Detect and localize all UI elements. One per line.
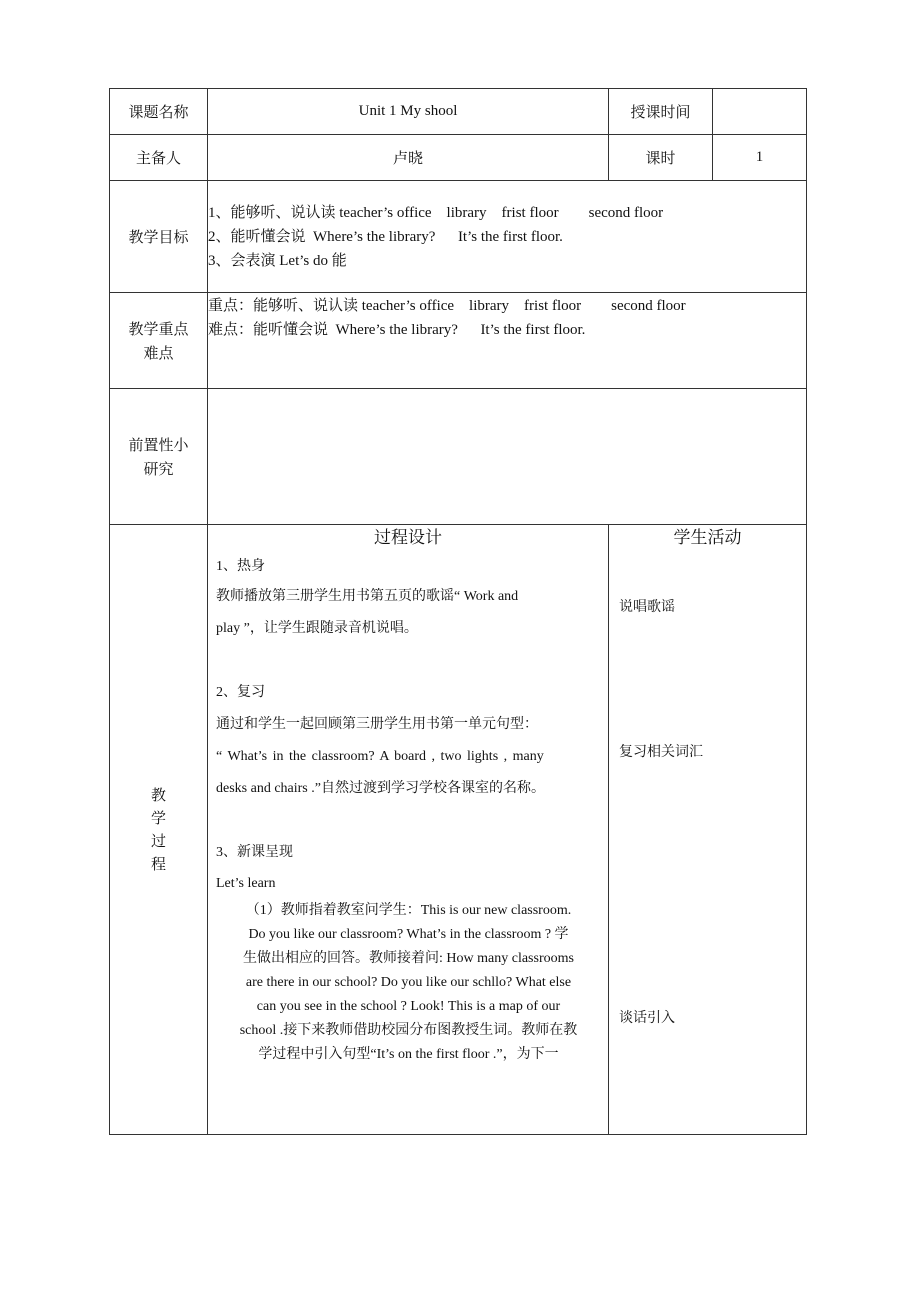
objective-line: 2、能听懂会说 Where’s the library? It’s the first floor. [208,228,563,245]
topic-value: Unit 1 My shool [208,89,609,135]
activity-header: 学生活动 [673,528,742,548]
activity-item: 复习相关词汇 [619,745,703,760]
objective-line: 1、能够听、说认读 teacher’s office library frist floor second floor [208,204,664,221]
lesson-line: school .接下来教师借助校园分布图教授生词。教师在教 [239,1023,578,1038]
process-label-char: 程 [150,854,166,873]
student-activity-cell [609,525,807,1135]
period-label: 课时 [609,135,713,181]
section-text: “ What’s in the classroom? A board , two lights , many [216,749,544,764]
pre-study-content [208,389,807,525]
objective-line: 3、会表演 Let’s do 能 [208,252,347,269]
section-title-new-lesson: 3、新课呈现 [216,845,293,860]
time-value [713,89,807,135]
design-body [208,553,608,1067]
key-point-line: 难点：能听懂会说 Where’s the library? It’s the first floor. [208,322,586,338]
preparer-row [110,135,807,181]
objectives-row [110,181,807,293]
process-label-char: 学 [150,808,166,827]
lesson-plan-table [109,88,807,1135]
spacer [216,805,601,837]
activity-item: 说唱歌谣 [619,600,675,615]
process-design-cell [208,525,609,1135]
lesson-line: Do you like our classroom? What’s in the classroom ? 学 [248,927,569,942]
key-points-label [110,293,208,389]
lesson-line: 生做出相应的回答。教师接着问: How many classrooms [243,951,574,966]
spacer [216,645,601,677]
design-header: 过程设计 [374,528,442,548]
lesson-line: 学过程中引入句型“It’s on the first floor .”，为下一 [258,1047,559,1062]
lesson-line: can you see in the school ? Look! This is a map of our [256,999,561,1014]
key-points-content [208,293,807,389]
key-points-row [110,293,807,389]
preparer-label: 主备人 [110,135,208,181]
section-title-review: 2、复习 [216,685,265,700]
process-label [110,525,208,1135]
section-title-warmup: 1、热身 [216,559,265,574]
pre-study-row [110,389,807,525]
pre-study-label-line2: 研究 [143,459,174,478]
key-points-label-line1: 教学重点 [128,319,189,338]
lesson-line: （1）教师指着教室问学生：This is our new classroom. [245,903,572,918]
section-subtitle: Let’s learn [216,876,276,891]
preparer-value: 卢晓 [208,135,609,181]
period-value: 1 [713,135,807,181]
topic-label: 课题名称 [110,89,208,135]
activity-item: 谈话引入 [619,1011,675,1026]
section-text: play ”，让学生跟随录音机说唱。 [216,621,418,636]
objectives-label: 教学目标 [110,181,208,293]
process-label-char: 过 [150,831,166,850]
section-text: desks and chairs .”自然过渡到学习学校各课室的名称。 [216,781,545,796]
section-text: 通过和学生一起回顾第三册学生用书第一单元句型： [216,717,538,732]
pre-study-label-line1: 前置性小 [128,435,189,454]
lesson-line: are there in our school? Do you like our schllo? What else [245,975,572,990]
topic-row [110,89,807,135]
time-label: 授课时间 [609,89,713,135]
process-row [110,525,807,1135]
key-points-label-line2: 难点 [143,343,174,362]
process-label-char: 教 [150,785,166,804]
objectives-content [208,181,807,293]
section-text: 教师播放第三册学生用书第五页的歌谣“ Work and [216,589,519,604]
key-point-line: 重点：能够听、说认读 teacher’s office library frist floor second floor [208,298,686,314]
pre-study-label [110,389,208,525]
